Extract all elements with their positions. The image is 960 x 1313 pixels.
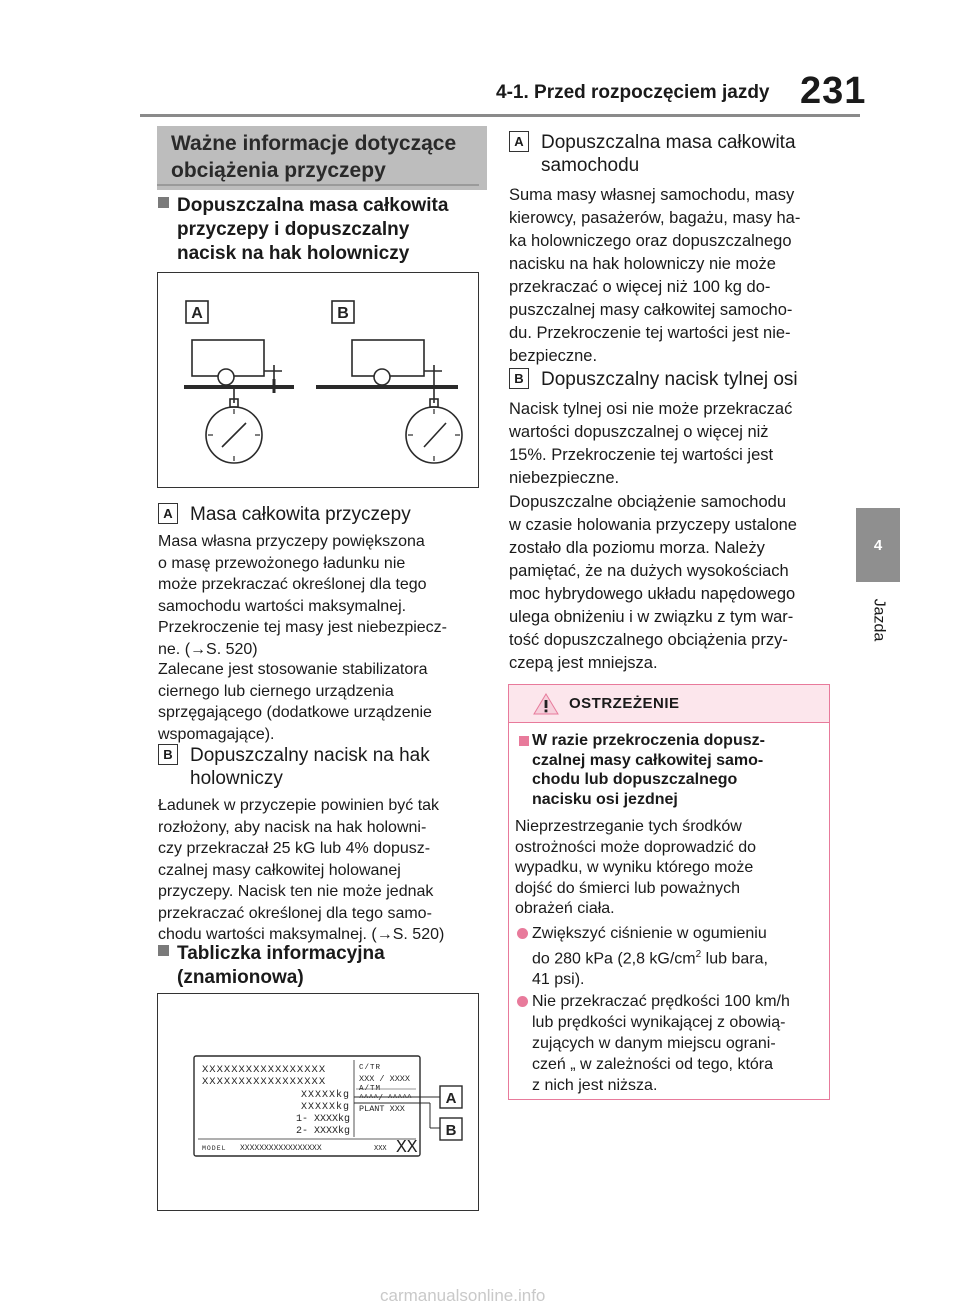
- info-plate-figure: [157, 993, 479, 1211]
- gvw-text: Suma masy własnej samochodu, masy kierowcy, pasażerów, bagażu, masy ha- ka holowniczego oraz dopuszczalnego nacisku na hak holowniczy nie może przekraczać o więcej niż 100 kg do- puszczalnej masy całkowitej samocho- du. Przekroczenie tej wartości jest nie- bezpieczne.: [509, 186, 801, 365]
- subheading-gross-trailer-weight: Dopuszczalna masa całkowita przyczepy i dopuszczalny nacisk na hak holowniczy: [158, 194, 448, 266]
- plate-ctr: C/TR: [359, 1064, 382, 1072]
- fig1-label-b: B: [337, 305, 349, 322]
- page-number: 231: [800, 70, 867, 112]
- info-plate-illustration: [158, 994, 478, 1210]
- warning-title: OSTRZEŻENIE: [569, 695, 680, 712]
- warning-text: Nieprzestrzeganie tych środków ostrożności może doprowadzić do wypadku, w wyniku którego może dojść do śmierci lub poważnych obrażeń ciała.: [515, 818, 757, 917]
- plate-code-2: XX: [396, 1138, 418, 1158]
- trailer-weighing-figure: [157, 272, 479, 488]
- gvw-heading: A Dopuszczalna masa całkowita samochodu: [509, 131, 831, 179]
- plate-row-2: XXXXXXXXXXXXXXXXX: [202, 1076, 327, 1088]
- warning-subheading: W razie przekroczenia dopusz- czalnej masy całkowitej samo- chodu lub dopuszczalnego nacisku osi jezdnej: [517, 731, 823, 809]
- warning-box: [508, 684, 830, 1100]
- item-b-heading: B Dopuszczalny nacisk na hak holowniczy: [158, 744, 478, 792]
- plate-row-3: XXXXXkg: [300, 1090, 350, 1101]
- plate-callout-b: B: [445, 1122, 457, 1139]
- item-a-heading: A Masa całkowita przyczepy: [158, 503, 478, 527]
- plate-model-label: MODEL: [202, 1145, 227, 1152]
- plate-callout-a: A: [445, 1090, 457, 1107]
- section-title-rule: [157, 184, 479, 186]
- plate-row-1: XXXXXXXXXXXXXXXXX: [202, 1064, 327, 1076]
- header-section-title: 4-1. Przed rozpoczęciem jazdy: [496, 82, 770, 103]
- subheading-info-plate: Tabliczka informacyjna (znamionowa): [158, 942, 385, 990]
- trailer-scale-illustration: [158, 273, 478, 487]
- plate-code-1: XXX: [374, 1145, 387, 1153]
- plate-ctr-value: XXX / XXXX: [359, 1074, 411, 1084]
- warning-bullet-speed: Nie przekraczać prędkości 100 km/h lub prędkości wynikającej z obowią- zujących w danym miejscu ograni- czeń „ w zależności od tego, która z nich jest niższa.: [515, 991, 821, 1096]
- fig1-label-a: A: [191, 305, 203, 322]
- rear-axle-text: Nacisk tylnej osi nie może przekraczać wartości dopuszczalnej o więcej niż 15%. Przekroczenie tej wartości jest niebezpieczne.: [509, 400, 793, 487]
- watermark: carmanualsonline.info: [380, 1286, 546, 1305]
- plate-row-5: 1- XXXXkg: [295, 1114, 350, 1125]
- plate-atm: A/TM: [359, 1085, 382, 1093]
- plate-row-4: XXXXXkg: [300, 1102, 350, 1113]
- plate-plant: PLANT XXX: [359, 1104, 405, 1114]
- warning-triangle-icon: [533, 692, 559, 716]
- item-a-text: Masa własna przyczepy powiększona o masę przewożonego ładunku nie może przekraczać określonej dla tego samochodu wartości maksymalnej. Przekroczenie tej masy jest niebezpiecz- ne. (→S. 520): [158, 533, 448, 658]
- altitude-note-text: Dopuszczalne obciążenie samochodu w czasie holowania przyczepy ustalone zostało dla poziomu morza. Należy pamiętać, że na dużych wysokościach moc hybrydowego układu napędowego ulega obniżeniu i w związku z tym war- tość dopuszczalnego obciążenia przy- czepą jest mniejsza.: [509, 493, 797, 672]
- chapter-tab: 4: [856, 508, 900, 582]
- coupling-recommendation-text: Zalecane jest stosowanie stabilizatora ciernego lub ciernego urządzenia sprzęgającego (dodatkowe urządzenie wspomagające).: [158, 661, 432, 743]
- plate-row-6: 2- XXXXkg: [295, 1126, 350, 1137]
- header-rule: [140, 114, 860, 117]
- item-b-text: Ładunek w przyczepie powinien być tak rozłożony, aby nacisk na hak holowni- czy przekraczał 25 kG lub 4% dopusz- czalnej masy całkowitej holowanej przyczepy. Nacisk ten nie może jednak przekraczać określonej dla tego samo- chodu wartości maksymalnej. (→S. 520): [158, 797, 445, 943]
- section-title: Ważne informacje dotyczące obciążenia przyczepy: [157, 126, 487, 190]
- plate-atm-value: ^^^^/ ^^^^^: [359, 1094, 412, 1103]
- rear-axle-heading: B Dopuszczalny nacisk tylnej osi: [509, 368, 831, 392]
- chapter-tab-label: Jazda: [869, 598, 887, 642]
- warning-bullet-tire-pressure: Zwiększyć ciśnienie w ogumieniu do 280 kPa (2,8 $kG/cm^2$ lub bara, 41 psi).: [515, 923, 821, 990]
- plate-model-value: XXXXXXXXXXXXXXXXX: [240, 1144, 322, 1153]
- warning-header: [509, 685, 829, 723]
